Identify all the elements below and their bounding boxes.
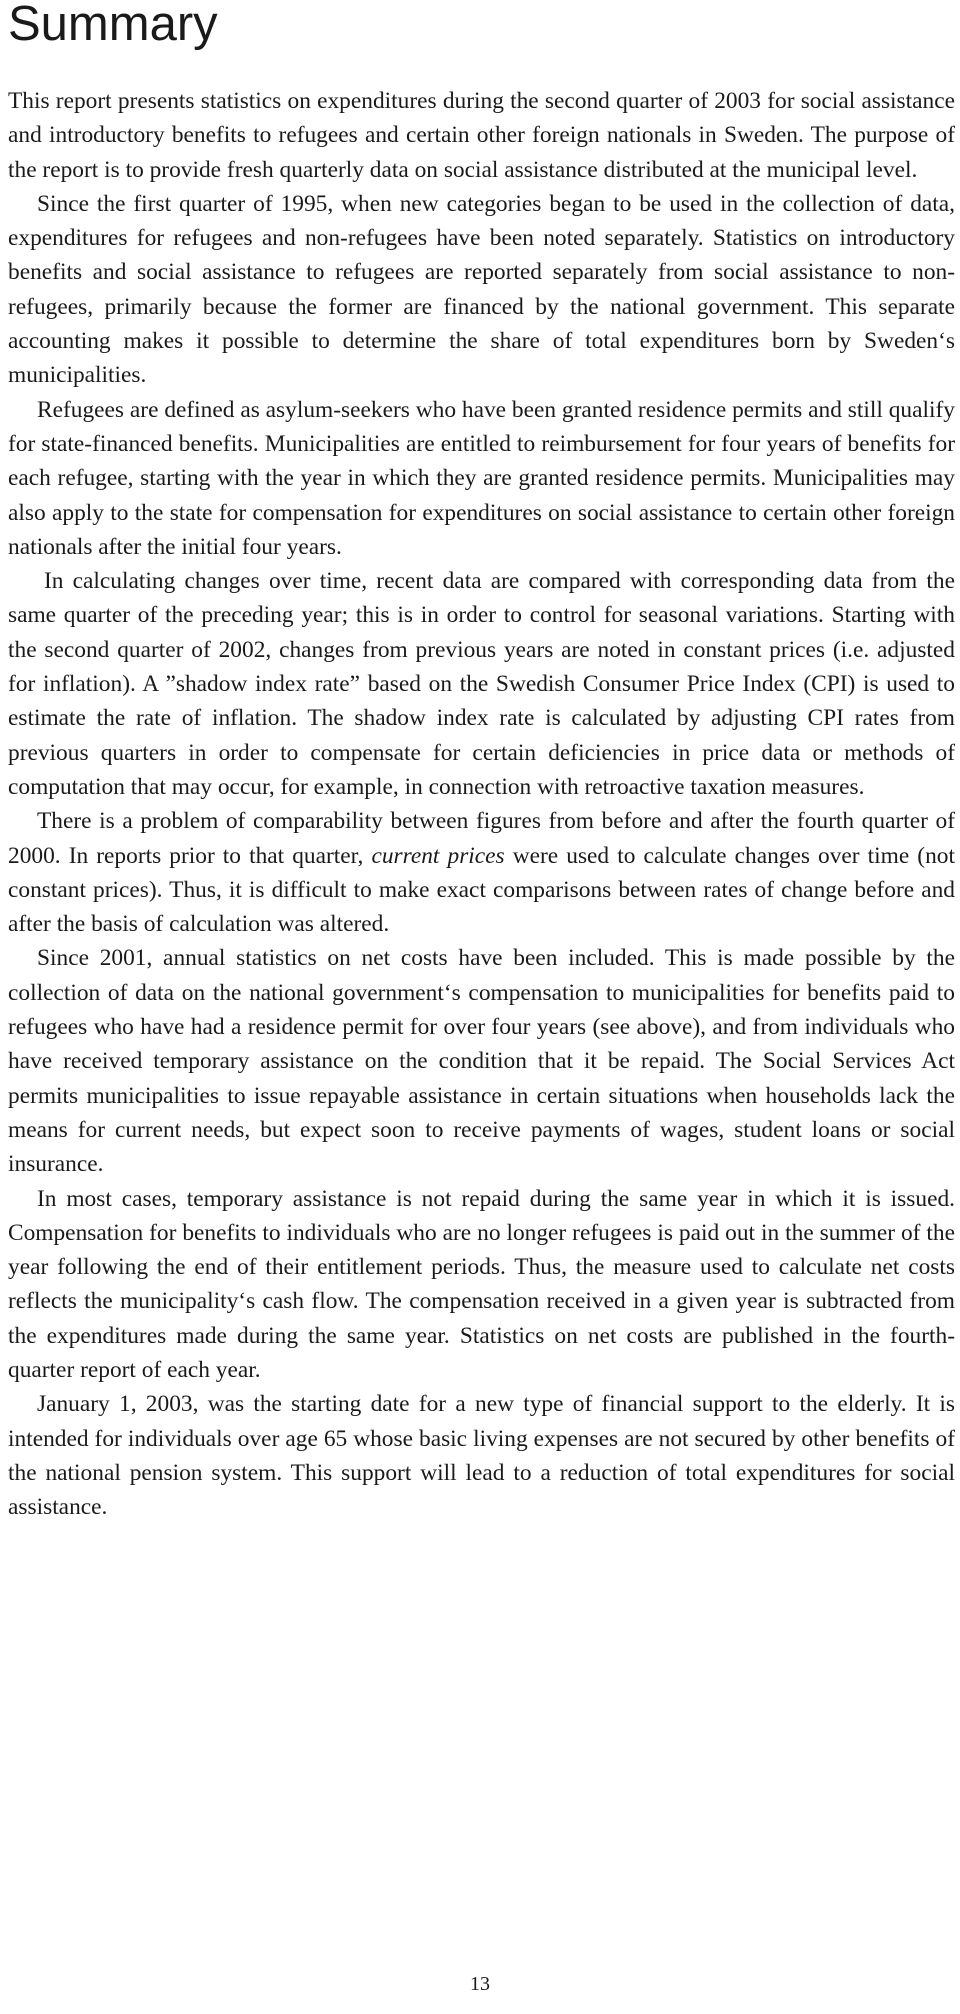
paragraph-net-costs: Since 2001, annual statistics on net costs have been included. This is made possible by the collection of data on the national government‘s compensation to municipalities for benefits paid to refugees who have had a residence permit for over four years (see above), and from individuals who have received temporary assistance on the condition that it be repaid. The Social Services Act permits municipalities to issue repayable assistance in certain situations when households lack the means for current needs, but expect soon to receive payments of wages, student loans or social insurance. bbox=[8, 945, 955, 1178]
summary-body bbox=[8, 84, 955, 1524]
comparability-text-after: were used to calculate changes over time (not constant prices). Thus, it is difficult to make exact comparisons between rates of change before and after the basis of calculation was altered. bbox=[8, 842, 955, 938]
paragraph-intro: This report presents statistics on expenditures during the second quarter of 2003 for social assistance and introductory benefits to refugees and certain other foreign nationals in Sweden. The purpose of the report is to provide fresh quarterly data on social assistance distributed at the municipal level. bbox=[8, 88, 955, 183]
paragraph-comparability bbox=[8, 804, 955, 941]
paragraph-refugee-definition: Refugees are defined as asylum-seekers who have been granted residence permits and still qualify for state-financed benefits. Municipalities are entitled to reimbursement for four years of benefits for each refugee, starting with the year in which they are granted residence permits. Municipalities may also apply to the state for compensation for expenditures on social assistance to certain other foreign nationals after the initial four years. bbox=[8, 396, 955, 560]
paragraph-categories: Since the first quarter of 1995, when new categories began to be used in the collection of data, expenditures for refugees and non-refugees have been noted separately. Statistics on introductory benefits and social assistance to refugees are reported separately from social assistance to non-refugees, primarily because the former are financed by the national government. This separate accounting makes it possible to determine the share of total expenditures born by Sweden‘s municipalities. bbox=[8, 190, 955, 389]
comparability-text-before: There is a problem of comparability between figures from before and after the fourth quarter of 2000. In reports prior to that quarter, bbox=[8, 808, 955, 869]
paragraph-elderly-support: January 1, 2003, was the starting date for a new type of financial support to the elderly. It is intended for individuals over age 65 whose basic living expenses are not secured by other benefits of the national pension system. This support will lead to a reduction of total expenditures for social assistance. bbox=[8, 1391, 955, 1521]
page-number: 13 bbox=[470, 1973, 490, 1995]
page-title: Summary bbox=[8, 0, 218, 51]
current-prices-emphasis: current prices bbox=[371, 842, 505, 869]
paragraph-price-changes: In calculating changes over time, recent data are compared with corresponding data from the same quarter of the preceding year; this is in order to control for seasonal variations. Starting with the second quarter of 2002, changes from previous years are noted in constant prices (i.e. adjusted for inflation). A ”shadow index rate” based on the Swedish Consumer Price Index (CPI) is used to estimate the rate of inflation. The shadow index rate is calculated by adjusting CPI rates from previous quarters in order to compensate for certain deficiencies in price data or methods of computation that may occur, for example, in connection with retroactive taxation measures. bbox=[8, 568, 955, 800]
paragraph-temporary-assistance: In most cases, temporary assistance is not repaid during the same year in which it is issued. Compensation for benefits to individuals who are no longer refugees is paid out in the summer of the year following the end of their entitlement periods. Thus, the measure used to calculate net costs reflects the municipality‘s cash flow. The compensation received in a given year is subtracted from the expenditures made during the same year. Statistics on net costs are published in the fourth-quarter report of each year. bbox=[8, 1185, 955, 1383]
